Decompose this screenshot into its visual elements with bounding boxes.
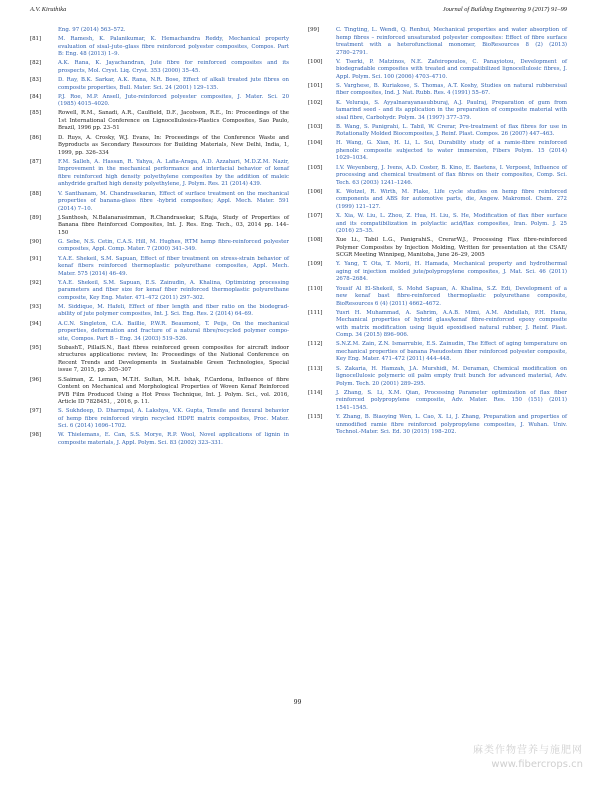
reference-link-line[interactable]: composite materials, J. Appl. Polym. Sci. 83 (2002) 323–331.: [58, 439, 223, 446]
reference-link-line[interactable]: with matrix modification using liquid epoxidised natural rubber, J. Reinf. Plast.: [336, 324, 567, 331]
reference-link-line[interactable]: J. Zhang, S. Li, X.M. Qian, Processing Parameter optimization of flax fiber: [336, 389, 567, 396]
reference-line: issue 7, 2015, pp. 305–307: [58, 367, 132, 374]
reference-link-line[interactable]: composites, Appl. Comp. Mater. 7 (2000) 341–349.: [58, 246, 197, 253]
reference-text[interactable]: [58, 256, 289, 279]
reference-link-line[interactable]: Mechanical properties of hybrid glass/kenaf fibre-reinforced epoxy composite: [336, 317, 567, 324]
reference-text[interactable]: [336, 261, 567, 284]
reference-item: [30, 77, 289, 92]
reference-text[interactable]: [336, 83, 567, 98]
references-right-column: [308, 27, 567, 438]
reference-link-line[interactable]: C. Tingting, L. Wendi, Q. Renhui, Mechanical properties and water absorption of: [336, 27, 567, 33]
reference-number: [91]: [30, 255, 42, 262]
reference-link-line[interactable]: hemp fibres – reinforced unsaturated polyester composites: Effect of fibre surface: [336, 34, 567, 41]
reference-link-line[interactable]: and its compatibilization in polylactic acid/flax composites, Iran. Polym. J. 25: [336, 220, 567, 227]
reference-link-line[interactable]: BioResources 6 (4) (2011) 4662–4672.: [336, 300, 441, 307]
reference-number: [81]: [30, 36, 42, 43]
reference-link-line[interactable]: A.K. Rana, K. Jayachandran, Jute fibre for reinforced composites and its: [58, 60, 289, 67]
reference-number: [93]: [30, 303, 42, 310]
reference-text[interactable]: [58, 239, 289, 254]
reference-item: [308, 83, 567, 98]
reference-link-line[interactable]: parameters and fiber size for kenaf fiber reinforced thermoplastic polyurethane: [58, 287, 289, 294]
reference-item: [308, 310, 567, 340]
reference-item: [308, 124, 567, 139]
reference-text[interactable]: [336, 27, 567, 57]
reference-number: [95]: [30, 344, 42, 351]
reference-item: [30, 321, 289, 344]
reference-line: Recent Trends and Developments in Sustainable Green Technologies, Special: [58, 359, 289, 366]
reference-link-line[interactable]: Technol.-Mater. Sci. Ed. 30 (2015) 198–202.: [336, 429, 457, 435]
reference-link-line[interactable]: components and ABS for automotive parts, die, Angew. Makromol. Chem. 272: [336, 196, 567, 203]
reference-link-line[interactable]: S. Zakaria, H. Hamzah, J.A. Murshidi, M. Deraman, Chemical modification on: [336, 365, 567, 372]
reference-link-line[interactable]: processing and chemical treatment of flax fibres on their composites, Comp. Sci.: [336, 172, 567, 179]
reference-line: S.Saiman, Z. Leman, M.T.H. Sultan, M.R. Ishak, F.Cardona, Influence of fibre: [58, 376, 289, 383]
reference-line: Polymer Composites by Injection Molding, Written for presentation at the CSAE/: [336, 244, 567, 251]
reference-link-line[interactable]: H. Wang, G. Xian, H. Li, L. Sui, Durability study of a ramie-fibre reinforced: [336, 140, 567, 147]
reference-text[interactable]: [58, 408, 289, 431]
reference-link-line[interactable]: X. Xia, W. Liu, L. Zhou, Z. Hua, H. Liu, S. He, Modification of flax fiber surface: [336, 213, 567, 219]
reference-link-line[interactable]: mechanical properties of banana Pseudostem fiber reinforced polyester composite,: [336, 348, 567, 355]
reference-text[interactable]: [58, 191, 289, 214]
reference-number: [101]: [308, 82, 323, 89]
reference-link-line[interactable]: properties of banana-glass fibre -hybrid composites; Appl. Mech. Mater. 591: [58, 198, 289, 204]
reference-text: [58, 215, 289, 238]
reference-number: [82]: [30, 60, 42, 67]
reference-link-line[interactable]: V. Santhanam, M. Chandrasekaran, Effect of surface treatment on the mechanical: [58, 190, 289, 197]
reference-text[interactable]: [336, 366, 567, 389]
reference-link-line[interactable]: 2678–2684.: [336, 276, 368, 283]
reference-link-line[interactable]: S. Sukhdeep, D. Dharmpal, A. Lakshya, V.K. Gupta, Tensile and flexural behavior: [58, 408, 289, 415]
reference-text[interactable]: [336, 286, 567, 309]
reference-text[interactable]: [336, 310, 567, 340]
reference-link-line[interactable]: composite properties, Bull. Mater. Sci. 24 (2001) 129–135.: [58, 84, 219, 91]
reference-line: PVB Film Produced Using a Hot Press Technique, Int. J. Polym. Sci., vol. 2016,: [58, 391, 289, 398]
page-number: 99: [293, 699, 302, 706]
reference-line: structures applications: review, In: Proceedings of the National Conference on: [58, 352, 289, 359]
reference-item: [308, 286, 567, 309]
reference-line: Article ID 7828451, , 2016, p. 11.: [58, 399, 150, 405]
reference-number: [107]: [308, 213, 323, 219]
reference-link-line[interactable]: S. Varghese, B. Kuriakose, S. Thomas, A.T. Koshy, Studies on natural rubbersisal: [336, 82, 567, 89]
reference-link-line[interactable]: reinforced polypropylene composite, Adv. Mater. Res. 150 (151) (2011): [336, 397, 567, 404]
reference-text: [58, 135, 289, 158]
reference-number: [85]: [30, 110, 42, 117]
reference-text[interactable]: [336, 140, 567, 163]
reference-number: [96]: [30, 376, 42, 383]
reference-number: [111]: [308, 309, 323, 316]
reference-link-line[interactable]: sisal fibre, Carbohydr. Polym. 34 (1997) 377–379.: [336, 114, 472, 121]
reference-link-line[interactable]: phenolic composite subjected to water immersion, Fibers Polym. 15 (2014): [336, 147, 567, 154]
reference-item: [30, 94, 289, 109]
reference-link-line[interactable]: Tech. 63 (2003) 1241–1246.: [336, 179, 413, 186]
reference-item: [30, 345, 289, 375]
reference-link-line[interactable]: Appl. Polym. Sci. 100 (2006) 4703–4710.: [336, 73, 448, 80]
reference-item: [308, 189, 567, 212]
reference-link-line[interactable]: K. Wotzel, R. Wirth, M. Flake, Life cycle studies on hemp fibre reinforced: [336, 188, 567, 195]
watermark-site-name: 麻类作物营养与施肥网: [473, 745, 583, 756]
watermark-url: www.fibercrops.cn: [491, 759, 583, 770]
reference-item: [30, 432, 289, 447]
reference-number: [89]: [30, 214, 42, 221]
reference-link-line[interactable]: Y.A.E. Shekeil, S.M. Sapuan, E.S. Zainudin, A. Khalina, Optimizing processing: [58, 279, 289, 286]
reference-link-line[interactable]: Y. Zhang, B. Biaoying Wen, L. Cao, X. Li, J. Zhang, Preparation and properties of: [336, 414, 567, 420]
reference-item: [30, 215, 289, 238]
reference-item: [30, 36, 289, 59]
reference-text[interactable]: [58, 304, 289, 319]
reference-text[interactable]: [58, 159, 289, 189]
reference-number: [92]: [30, 279, 42, 286]
reference-number: [87]: [30, 158, 42, 165]
reference-link-line[interactable]: properties, deformation and fracture of a natural fibre/recycled polymer compo-: [58, 328, 289, 335]
reference-item: [308, 59, 567, 82]
reference-link-line[interactable]: composite, Key Eng. Mater. 471–472 (2011) 297–302.: [58, 294, 205, 301]
reference-link-line[interactable]: M. Siddique, M. Hafeli, Effect of fiber length and fiber ratio on the biodegrad-: [58, 303, 289, 310]
reference-line: 150: [58, 229, 69, 236]
reference-line: J.Santhosh, N.Balanarasimman, R.Chandrasekar, S.Raja, Study of Properties of: [58, 214, 289, 221]
reference-link-line[interactable]: Y.A.E. Shekeil, S.M. Sapuan, Effect of fiber treatment on stress-strain behavior of: [58, 255, 289, 262]
reference-item: [308, 366, 567, 389]
reference-number: [104]: [308, 140, 323, 147]
reference-link-line[interactable]: treatment with a heterofunctional monomer, BioResources 8 (2) (2013): [336, 42, 567, 48]
reference-number: [113]: [308, 365, 323, 372]
reference-link-line[interactable]: S.N.Z.M. Zain, Z.N. Ismarrubie, E.S. Zainudin, The Effect of aging temperature on: [336, 341, 567, 348]
reference-link-line[interactable]: ability of jute polymer composites, Int. J. Sci. Eng. Res. 2 (2014) 64–69.: [58, 311, 253, 318]
reference-link-line[interactable]: (2016) 25–35.: [336, 228, 374, 234]
reference-text: [336, 237, 567, 260]
reference-text[interactable]: [58, 27, 289, 35]
reference-item: [30, 377, 289, 407]
reference-item: [30, 256, 289, 279]
reference-number: [106]: [308, 188, 323, 195]
reference-text: [58, 345, 289, 375]
reference-line: Banana fibre Reinforced Composites, Int. J. Res. Eng. Tech., 03, 2014 pp. 144–: [58, 222, 289, 229]
reference-link-line[interactable]: aging of injection molded jute/polypropylene composites, J. Mat. Sci. 46 (2011): [336, 268, 567, 275]
reference-item: [308, 414, 567, 437]
reference-link-line[interactable]: W. Thielemans, E. Can, S.S. Morye, R.P. Wool, Novel applications of lignin in: [58, 432, 289, 439]
reference-line: Rowell, R.M., Sanadi, A.R., Caulfield, D.F., Jacobson, R.E., In: Proceedings of the: [58, 110, 289, 117]
reference-text[interactable]: [58, 36, 289, 59]
reference-link-line[interactable]: new kenaf bast fibre-reinforced thermoplastic polyurethane composite,: [336, 293, 567, 300]
reference-item: [308, 140, 567, 163]
reference-link-line[interactable]: biodegradable composites with treated and compatibilized lignocellulosic fibres, J.: [336, 66, 567, 73]
reference-text[interactable]: [58, 432, 289, 447]
reference-number: [98]: [30, 432, 42, 439]
reference-link-line[interactable]: Rotationally Molded Biocomposites, J. Reinf. Plast. Compos. 26 (2007) 447–463.: [336, 131, 555, 138]
reference-link-line[interactable]: (1999) 121–127.: [336, 203, 381, 210]
reference-item: [30, 110, 289, 133]
reference-link-line[interactable]: I.V. Weyenberg, J. Ivens, A.D. Coster, B. Kino, E. Baetens, I. Verpoest, Influence of: [336, 164, 567, 171]
running-header: [30, 5, 567, 14]
reference-item: [30, 239, 289, 254]
reference-link-line[interactable]: G. Sebe, N.S. Cetin, C.A.S. Hill, M. Hughes, RTM hemp fibre-reinforced polyester: [58, 238, 289, 245]
reference-number: [100]: [308, 58, 323, 65]
reference-number: [83]: [30, 77, 42, 84]
reference-number: [112]: [308, 341, 323, 348]
reference-link-line[interactable]: Polym. Tech. 20 (2001) 289–295.: [336, 380, 426, 387]
reference-text[interactable]: [58, 77, 289, 92]
reference-item: [30, 280, 289, 303]
reference-number: [99]: [308, 27, 320, 33]
reference-link-line[interactable]: Comp. 34 (2015) 896–906.: [336, 332, 409, 339]
reference-line: 1999, pp. 326–334: [58, 149, 109, 156]
reference-link-line[interactable]: (1985) 4015–4020.: [58, 101, 110, 108]
reference-number: [84]: [30, 93, 42, 100]
reference-text[interactable]: [336, 100, 567, 123]
reference-line: 1st International Conference on Lignocellulosics-Plastics Composites, Sao Paulo,: [58, 117, 289, 124]
reference-item: [308, 261, 567, 284]
running-header-journal: Journal of Building Engineering 9 (2017) 91–99: [442, 6, 567, 13]
reference-link-line[interactable]: lignocellulosic polymeric oil palm empty fruit bunch for advanced material, Adv.: [336, 373, 567, 380]
reference-line: SCGR Meeting Winnipeg, Manitoba, June 26–29, 2005: [336, 252, 485, 259]
reference-item: [308, 100, 567, 123]
reference-text: [58, 110, 289, 133]
reference-text[interactable]: [336, 189, 567, 212]
reference-link-line[interactable]: Eng. 97 (2014) 563–572.: [58, 27, 126, 33]
reference-text[interactable]: [58, 280, 289, 303]
reference-link-line[interactable]: Key Eng. Mater. 471–472 (2011) 444–448.: [336, 356, 452, 363]
reference-text[interactable]: [336, 59, 567, 82]
reference-link-line[interactable]: D. Ray, B.K. Sarkar, A.K. Rana, N.R. Bose, Effect of alkali treated jute fibres on: [58, 77, 289, 84]
reference-number: [102]: [308, 99, 323, 106]
reference-link-line[interactable]: Mater. 575 (2014) 46–49.: [58, 270, 128, 277]
reference-number: [103]: [308, 123, 323, 130]
reference-text[interactable]: [336, 165, 567, 188]
reference-link-line[interactable]: P.J. Roe, M.P. Ansell, Jute-reinforced polyester composites, J. Mater. Sci. 20: [58, 93, 289, 100]
reference-link-line[interactable]: tamarind seed - and its application in the preparation of composite material with: [336, 107, 567, 114]
reference-number: [105]: [308, 164, 323, 171]
reference-link-line[interactable]: F.M. Salleh, A. Hassan, R. Yahya, A. Lafia-Araga, A.D. Azzahari, M.D.Z.M. Nazir,: [58, 158, 289, 165]
reference-line: D. Ruys, A. Crosky, W.J. Evans, In: Proceedings of the Conference Waste and: [58, 134, 289, 141]
reference-item: [308, 213, 567, 236]
reference-link-line[interactable]: unmodified ramie fibre reinforced polypropylene composites, J. Wuhan. Univ.: [336, 421, 567, 428]
reference-number: [114]: [308, 389, 323, 396]
reference-text: [58, 377, 289, 407]
reference-text[interactable]: [336, 341, 567, 364]
reference-link-line[interactable]: fibre reinforced high density polyethylene composites by the addition of maleic: [58, 173, 289, 180]
reference-number: [90]: [30, 238, 42, 245]
reference-text[interactable]: [58, 321, 289, 344]
reference-line: Byproducts as Secondary Resources for Building Materials, New Delhi, India, 1,: [58, 142, 289, 149]
reference-link-line[interactable]: K. Veluraja, S. Ayyalnarayanasubburaj, A.J. Paulraj, Preparation of gum from: [336, 99, 567, 106]
watermark: [433, 744, 583, 772]
reference-link-line[interactable]: evaluation of sisal–jute–glass fibre reinforced polyester composites, Compos. Part: [58, 43, 289, 50]
reference-link-line[interactable]: anhydride grafted high density polyethylene, J. Polym. Res. 21 (2014) 439.: [58, 181, 262, 188]
reference-number: [97]: [30, 408, 42, 415]
reference-text[interactable]: [58, 94, 289, 109]
reference-text[interactable]: [336, 124, 567, 139]
reference-item: [308, 341, 567, 364]
reference-number: [115]: [308, 414, 323, 420]
reference-number: [86]: [30, 134, 42, 141]
reference-link-line[interactable]: (2014) 7–10.: [58, 205, 93, 212]
reference-link-line[interactable]: 1541–1545.: [336, 404, 368, 411]
reference-item: [308, 237, 567, 260]
reference-link-line[interactable]: Yousif Al El-Shekeil, S. Mohd Sapuan, A. Khalina, S.Z. Edi, Development of a: [336, 285, 567, 292]
reference-link-line[interactable]: M. Ramesh, K. Palanikumar, K. Hemachandra Reddy, Mechanical property: [58, 36, 289, 43]
running-header-author: A.V. Kiruthika: [30, 6, 67, 13]
reference-item: [30, 60, 289, 75]
reference-item: [30, 191, 289, 214]
reference-continuation: [30, 27, 289, 35]
reference-text[interactable]: [58, 60, 289, 75]
reference-text[interactable]: [336, 414, 567, 437]
reference-number: [109]: [308, 261, 323, 268]
reference-link-line[interactable]: A.C.N. Singleton, C.A. Baillie, P.W.R. Beaumont, T. Peijs, On the mechanical: [58, 320, 289, 327]
reference-link-line[interactable]: V. Tserki, P. Matzinos, N.E. Zafeiropoulos, C. Panayiotou, Development of: [336, 58, 567, 65]
reference-item: [308, 390, 567, 413]
reference-link-line[interactable]: Improvement in the mechanical performance and interfacial behavior of kenaf: [58, 166, 289, 173]
reference-item: [308, 27, 567, 57]
reference-line: SubashT., PillaiS.N., Bast fibres reinforced green composites for aircraft indoor: [58, 344, 289, 351]
reference-link-line[interactable]: of hemp fibre reinforced virgin recycled HDPE matrix composites, Proc. Mater.: [58, 415, 289, 422]
reference-link-line[interactable]: fiber composites, Ind. J. Nat. Rubb. Res. 4 (1991) 55–67.: [336, 90, 491, 97]
reference-number: [110]: [308, 285, 323, 292]
reference-link-line[interactable]: Sci. 6 (2014) 1696–1702.: [58, 423, 127, 430]
reference-text[interactable]: [336, 213, 567, 236]
reference-item: [30, 159, 289, 189]
reference-number: [88]: [30, 190, 42, 197]
reference-item: [30, 304, 289, 319]
reference-item: [30, 408, 289, 431]
reference-link-line[interactable]: B. Wang, S. Panigrahi, L. Tabil, W. Crerar, Pre-treatment of flax fibres for use in: [336, 123, 567, 130]
reference-line: Content on Mechanical and Morphological Properties of Woven Kenaf Reinforced: [58, 384, 289, 390]
reference-link-line[interactable]: prospects, Mol. Cryst. Liq. Cryst. 353 (2000) 35–45.: [58, 67, 201, 74]
reference-link-line[interactable]: Y. Yang, T. Ota, T. Morii, H. Hamada, Mechanical property and hydrothermal: [336, 261, 567, 268]
reference-link-line[interactable]: B: Eng. 48 (2013) 1–9.: [58, 51, 120, 58]
reference-link-line[interactable]: kenaf fibers reinforced thermoplastic polyurethane composites, Appl. Mech.: [58, 263, 289, 270]
reference-number: [94]: [30, 320, 42, 327]
reference-link-line[interactable]: site, Compos. Part B – Eng. 34 (2003) 519–526.: [58, 335, 188, 342]
reference-line: Xue Li., Tabil L.G., PanigrahiS., CrerarW.J., Processing Flax fibre-reinforced: [336, 237, 567, 244]
reference-link-line[interactable]: 1029–1034.: [336, 155, 368, 162]
reference-number: [108]: [308, 237, 323, 244]
reference-item: [308, 165, 567, 188]
reference-text[interactable]: [336, 390, 567, 413]
reference-line: Brazil, 1996 pp. 23–51: [58, 125, 120, 132]
reference-item: [30, 135, 289, 158]
references-left-column: [30, 27, 289, 449]
reference-link-line[interactable]: 2780–2791.: [336, 49, 368, 56]
reference-link-line[interactable]: Yusri H. Muhammad, A. Sahrim, A.A.B. Mimi, A.M. Abdullah, P.H. Hana,: [336, 309, 567, 316]
